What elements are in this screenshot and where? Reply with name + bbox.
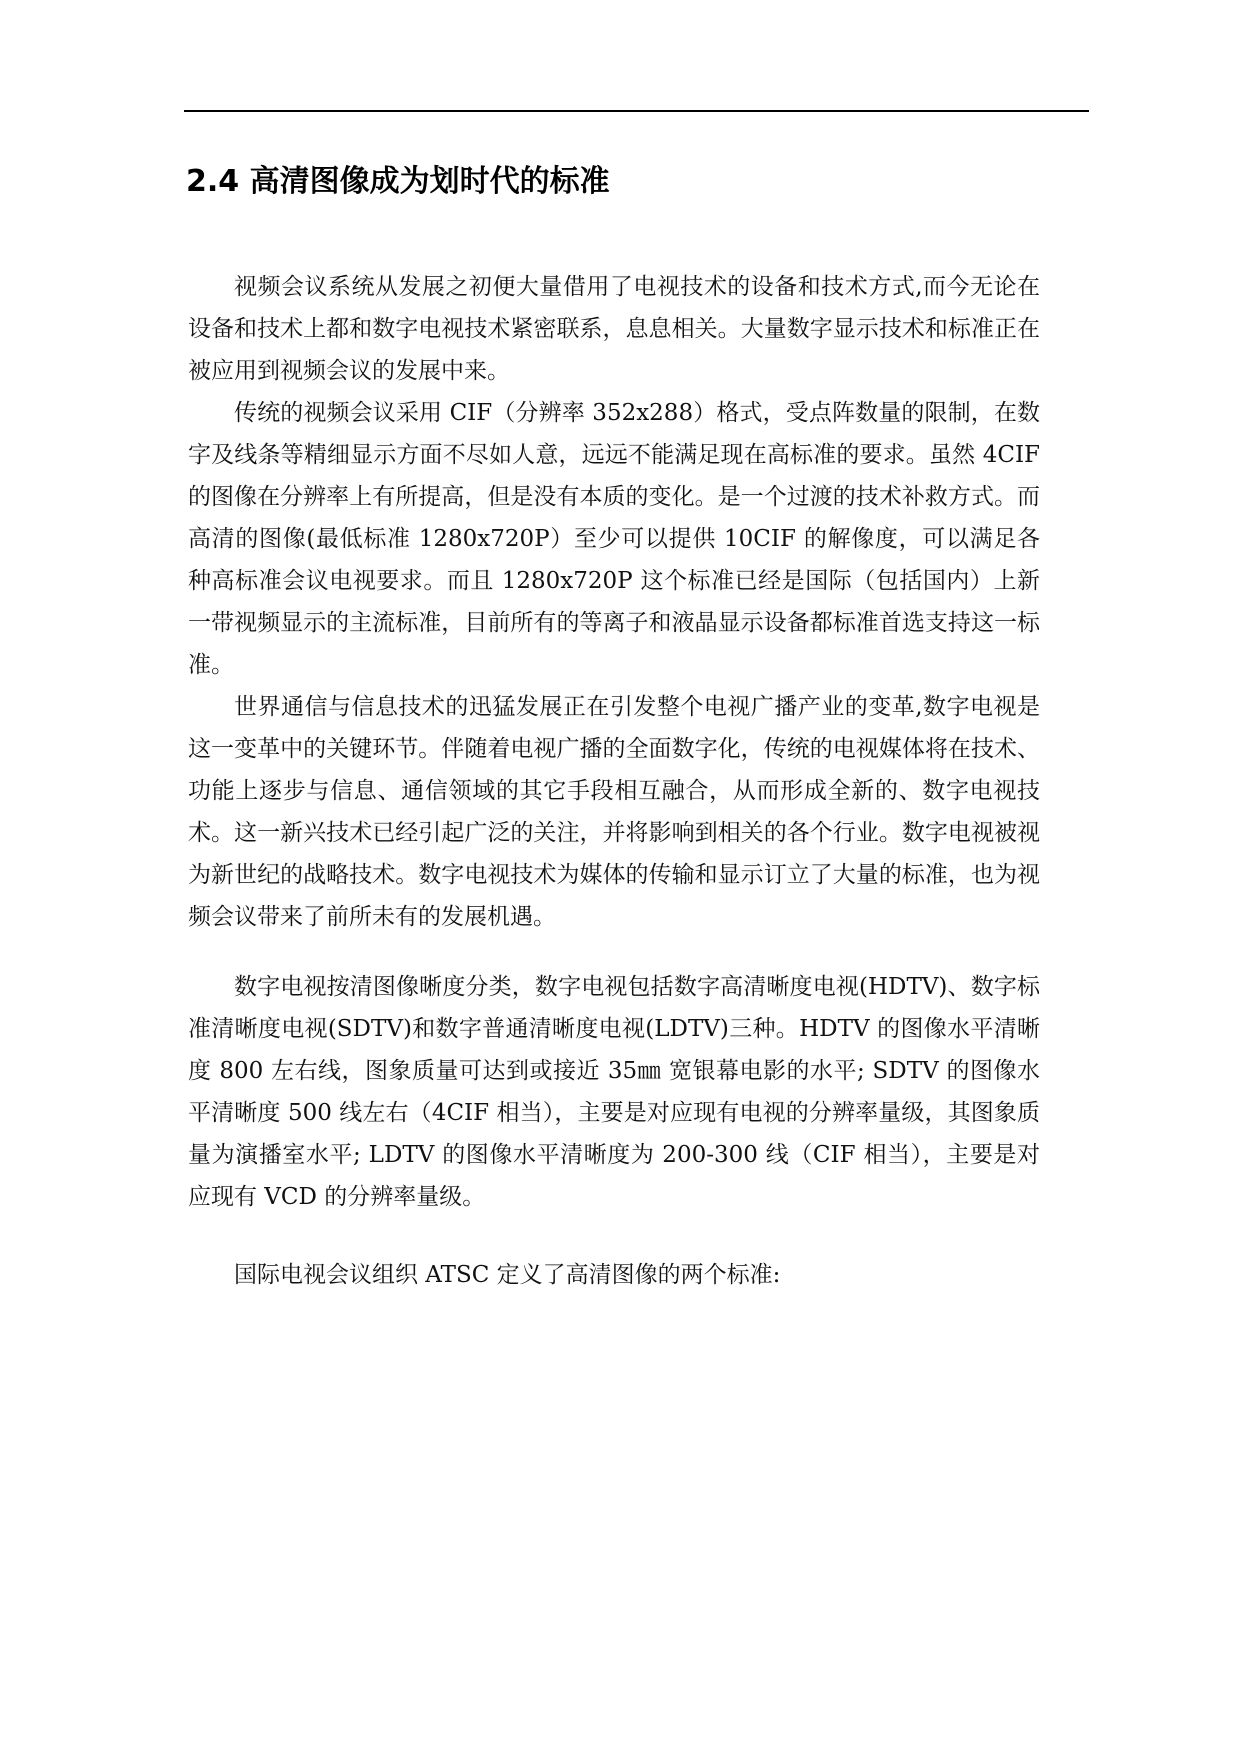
paragraph-atsc: 国际电视会议组织 ATSC 定义了高清图像的两个标准: — [234, 1262, 781, 1288]
section-heading: 2.4 高清图像成为划时代的标准 — [186, 164, 610, 199]
paragraph-intro: 视频会议系统从发展之初便大量借用了电视技术的设备和技术方式,而今无论在设备和技术上都和数字电视技术紧密联系，息息相关。大量数字显示技术和标准正在被应用到视频会议的发展中来。 — [188, 274, 1040, 384]
header-rule — [184, 110, 1089, 112]
paragraph-digital-tv: 世界通信与信息技术的迅猛发展正在引发整个电视广播产业的变革,数字电视是这一变革中的关键环节。伴随着电视广播的全面数字化，传统的电视媒体将在技术、功能上逐步与信息、通信领域的其它手段相互融合，从而形成全新的、数字电视技术。这一新兴技术已经引起广泛的关注，并将影响到相关的各个行业。数字电视被视为新世纪的战略技术。数字电视技术为媒体的传输和显示订立了大量的标准，也为视频会议带来了前所未有的发展机遇。 — [188, 694, 1040, 930]
paragraph-cif-format: 传统的视频会议采用 CIF（分辨率 352x288）格式，受点阵数量的限制，在数字及线条等精细显示方面不尽如人意，远远不能满足现在高标准的要求。虽然 4CIF 的图像在分辨率上有所提高，但是没有本质的变化。是一个过渡的技术补救方式。而高清的图像(最低标准 1280x720P）至少可以提供 10CIF 的解像度，可以满足各种高标准会议电视要求。而且 1280x720P 这个标准已经是国际（包括国内）上新一带视频显示的主流标准，目前所有的等离子和液晶显示设备都标准首选支持这一标准。 — [188, 400, 1040, 678]
paragraph-definition-classes: 数字电视按清图像晰度分类，数字电视包括数字高清晰度电视(HDTV)、数字标准清晰度电视(SDTV)和数字普通清晰度电视(LDTV)三种。HDTV 的图像水平清晰度 800 左右线，图象质量可达到或接近 35㎜ 宽银幕电影的水平; SDTV 的图像水平清晰度 500 线左右（4CIF 相当），主要是对应现有电视的分辨率量级，其图象质量为演播室水平; LDTV 的图像水平清晰度为 200-300 线（CIF 相当），主要是对应现有 VCD 的分辨率量级。 — [188, 974, 1040, 1210]
body-text — [188, 266, 1040, 1296]
